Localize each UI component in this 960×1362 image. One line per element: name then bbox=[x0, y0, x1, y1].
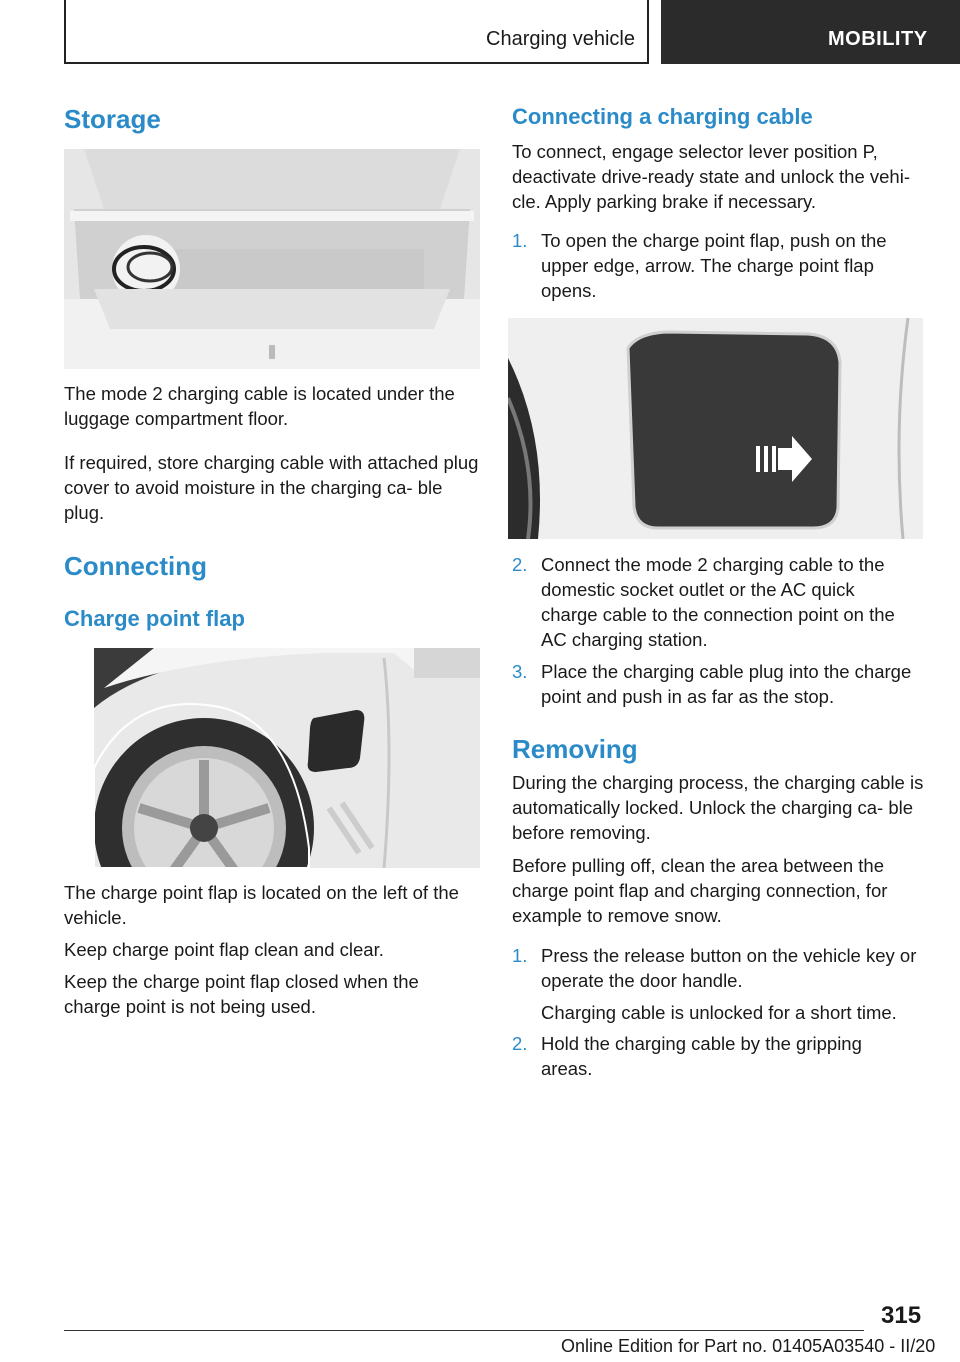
removing-heading: Removing bbox=[512, 734, 638, 764]
remove-step-2 bbox=[512, 1031, 932, 1081]
storage-heading: Storage bbox=[64, 104, 161, 134]
connecting-cable-intro: To connect, engage selector lever position P, deactivate drive-ready state and unlock the vehi- cle. Apply parking brake if necessary. bbox=[512, 141, 910, 212]
step-text: Place the charging cable plug into the charge point and push in as far as the stop. bbox=[541, 661, 912, 707]
flap-paragraph-2: Keep charge point flap clean and clear. bbox=[64, 939, 384, 960]
charge-point-flap-heading: Charge point flap bbox=[64, 606, 245, 631]
connect-step-2 bbox=[512, 552, 932, 652]
connect-step-3 bbox=[512, 659, 932, 709]
charge-flap-closeup-image bbox=[508, 318, 923, 539]
step-text: Connect the mode 2 charging cable to the domestic socket outlet or the AC quick charge cable to the connection point on the AC charging station. bbox=[541, 554, 895, 650]
charge-flap-arrow-illustration bbox=[508, 318, 923, 539]
header-section-title: Charging vehicle bbox=[486, 28, 635, 50]
flap-paragraph-1: The charge point flap is located on the left of the vehicle. bbox=[64, 882, 459, 928]
removing-paragraph-1: During the charging process, the charging cable is automatically locked. Unlock the charging ca- ble before removing. bbox=[512, 772, 924, 843]
storage-paragraph-1: The mode 2 charging cable is located under the luggage compartment floor. bbox=[64, 383, 455, 429]
removing-paragraph-2: Before pulling off, clean the area between the charge point flap and charging connection, for example to remove snow. bbox=[512, 855, 888, 926]
step-number: 2. bbox=[512, 1033, 528, 1054]
footer-edition-text: Online Edition for Part no. 01405A03540 - II/20 bbox=[561, 1336, 936, 1356]
step-number: 1. bbox=[512, 230, 528, 251]
step-subtext: Charging cable is unlocked for a short time. bbox=[541, 1002, 897, 1023]
step-number: 1. bbox=[512, 945, 528, 966]
connecting-heading: Connecting bbox=[64, 551, 207, 581]
step-number: 2. bbox=[512, 554, 528, 575]
charge-point-flap-location-image bbox=[94, 648, 480, 868]
storage-paragraph-2: If required, store charging cable with attached plug cover to avoid moisture in the charging ca- ble plug. bbox=[64, 452, 479, 523]
step-text: Press the release button on the vehicle key or operate the door handle. bbox=[541, 945, 917, 991]
connect-step-1 bbox=[512, 228, 932, 308]
step-text: Hold the charging cable by the gripping areas. bbox=[541, 1033, 862, 1079]
luggage-compartment-image bbox=[64, 149, 480, 369]
header-chapter-box bbox=[661, 0, 960, 64]
step-text: To open the charge point flap, push on the upper edge, arrow. The charge point flap opens. bbox=[541, 230, 887, 301]
flap-paragraph-3: Keep the charge point flap closed when the charge point is not being used. bbox=[64, 971, 419, 1017]
header-section-box bbox=[64, 0, 649, 64]
remove-step-1 bbox=[512, 943, 932, 1033]
header-chapter-title: MOBILITY bbox=[828, 28, 928, 50]
page-number: 315 bbox=[881, 1302, 922, 1329]
connecting-cable-heading: Connecting a charging cable bbox=[512, 104, 813, 129]
step-number: 3. bbox=[512, 661, 528, 682]
footer-divider bbox=[64, 1330, 864, 1331]
luggage-compartment-illustration bbox=[64, 149, 480, 369]
car-side-illustration bbox=[94, 648, 480, 868]
